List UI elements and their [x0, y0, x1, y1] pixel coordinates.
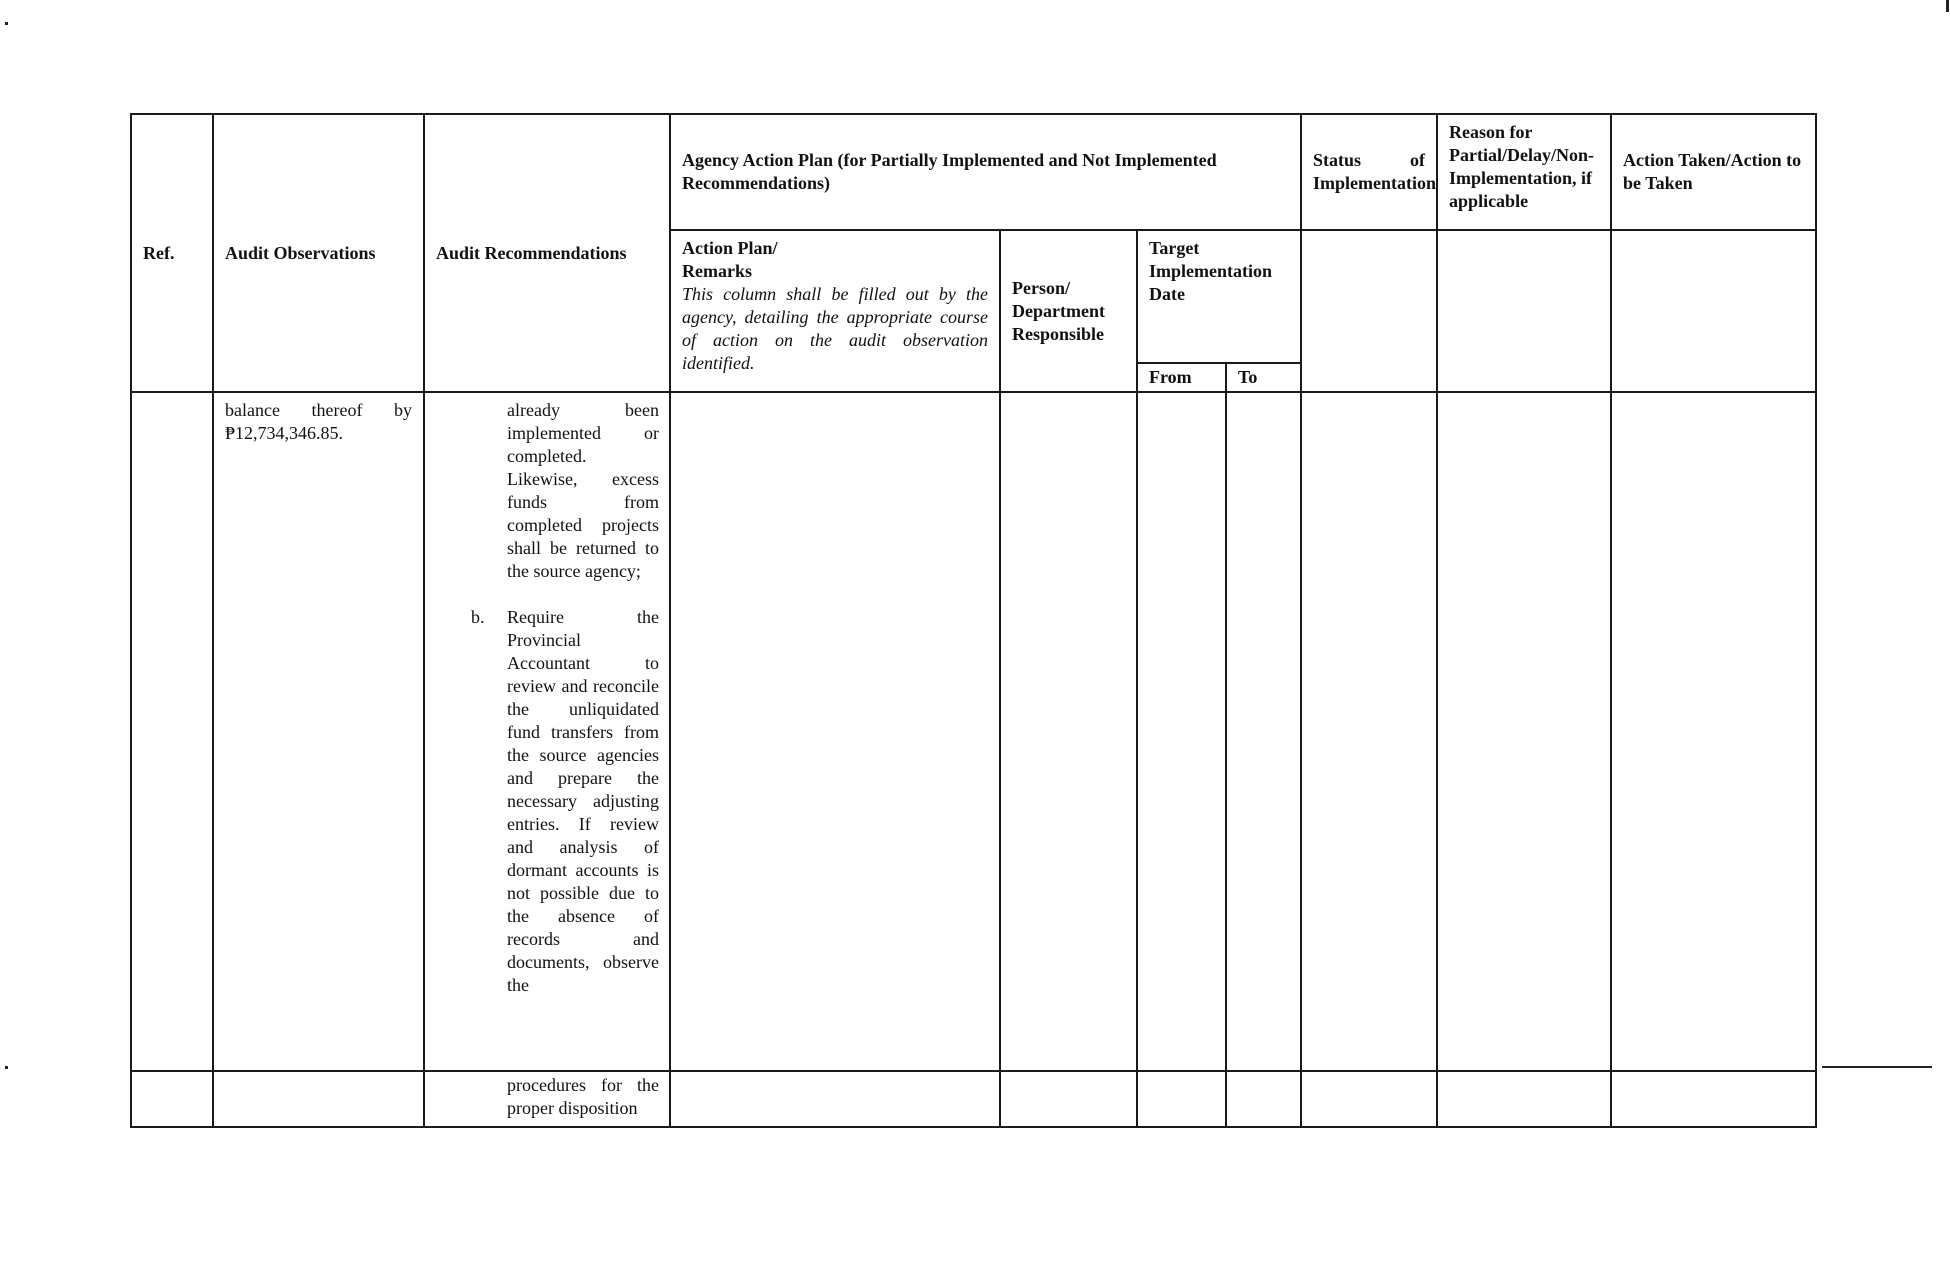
cell-status — [1301, 392, 1437, 1071]
cell-ref — [131, 392, 213, 1071]
cell-to-2 — [1226, 1071, 1301, 1127]
cell-action-taken-2 — [1611, 1071, 1816, 1127]
header-target-date: Target Implementation Date — [1137, 230, 1301, 363]
recommendation-b-continued-text: procedures for the proper disposition — [507, 1075, 659, 1118]
cell-person — [1000, 392, 1137, 1071]
header-status-blank — [1301, 230, 1437, 392]
cell-observation-2 — [213, 1071, 424, 1127]
scan-dot — [5, 1066, 8, 1069]
cell-status-2 — [1301, 1071, 1437, 1127]
cell-ref-2 — [131, 1071, 213, 1127]
header-to: To — [1226, 363, 1301, 392]
header-audit-recommendations: Audit Recommendations — [424, 114, 670, 392]
scan-dot — [5, 22, 8, 25]
cell-action-plan — [670, 392, 1000, 1071]
action-plan-title: Action Plan/ — [682, 238, 778, 258]
header-action-taken-blank — [1611, 230, 1816, 392]
recommendation-b-continued — [471, 1074, 659, 1120]
table-row-continued — [131, 1071, 1816, 1127]
table-row — [131, 392, 1816, 1071]
scan-dash — [1822, 1066, 1932, 1068]
cell-reason — [1437, 392, 1611, 1071]
header-row-1 — [131, 114, 1816, 230]
recommendation-continued-text: already been implemented or completed. Likewise, excess funds from completed projects shall be returned to the source agency; — [507, 400, 659, 581]
cell-from — [1137, 392, 1226, 1071]
recommendation-continued — [471, 399, 659, 583]
cell-recommendation-2 — [424, 1071, 670, 1127]
cell-person-2 — [1000, 1071, 1137, 1127]
cell-action-taken — [1611, 392, 1816, 1071]
cell-reason-2 — [1437, 1071, 1611, 1127]
cell-recommendation — [424, 392, 670, 1071]
audit-action-plan-table — [130, 113, 1817, 1128]
cell-to — [1226, 392, 1301, 1071]
header-action-plan-remarks — [670, 230, 1000, 392]
header-audit-observations: Audit Observations — [213, 114, 424, 392]
recommendation-b — [471, 606, 659, 997]
header-person-responsible: Person/ Department Responsible — [1000, 230, 1137, 392]
action-plan-remarks: Remarks — [682, 261, 752, 281]
header-ref: Ref. — [131, 114, 213, 392]
scan-edge-mark — [1946, 0, 1949, 12]
cell-from-2 — [1137, 1071, 1226, 1127]
header-reason: Reason for Partial/Delay/Non-Implementation, if applicable — [1437, 114, 1611, 230]
recommendation-b-text: Require the Provincial Accountant to review and reconcile the unliquidated fund transfers from the source agencies and prepare the necessary adjusting entries. If review and analysis of dormant accounts is not possible due to the absence of records and documents, observe the — [507, 607, 659, 995]
action-plan-note: This column shall be filled out by the agency, detailing the appropriate course of action on the audit observation identified. — [682, 284, 988, 373]
header-from: From — [1137, 363, 1226, 392]
cell-action-plan-2 — [670, 1071, 1000, 1127]
cell-observation: balance thereof by ₱12,734,346.85. — [213, 392, 424, 1071]
header-status: Status of Implementation — [1301, 114, 1437, 230]
header-action-taken: Action Taken/Action to be Taken — [1611, 114, 1816, 230]
header-reason-blank — [1437, 230, 1611, 392]
recommendation-b-letter: b. — [471, 607, 485, 627]
header-agency-action-plan: Agency Action Plan (for Partially Implemented and Not Implemented Recommendations) — [670, 114, 1301, 230]
